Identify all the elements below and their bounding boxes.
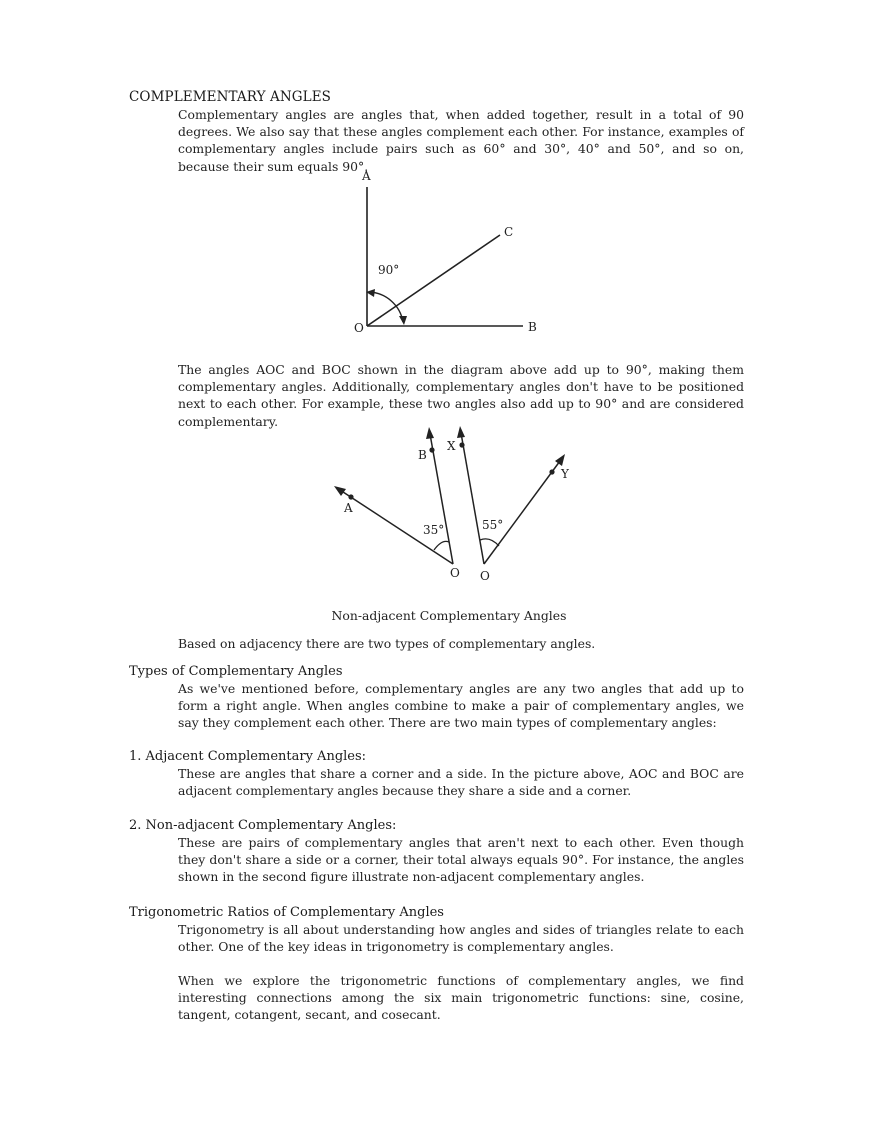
label-O-right: O	[480, 569, 490, 583]
nonadjacent-paragraph: These are pairs of complementary angles that aren't next to each other. Even though they don't share a side or a corner, their total always equals 90°. For instance, the angles shown in the second figure illustrate non-adjacent complementary angles.	[178, 835, 744, 885]
label-B: B	[528, 320, 537, 334]
label-Y-right: Y	[561, 467, 569, 481]
trig-paragraph-2: When we explore the trigonometric functions of complementary angles, we find interesting connections among the six main trigonometric functions: sine, cosine, tangent, cotangent, secant, and cosecant.	[178, 973, 744, 1023]
label-O: O	[354, 321, 364, 335]
label-C: C	[504, 225, 514, 239]
label-A-left: A	[344, 501, 353, 515]
arc-35	[434, 541, 449, 550]
ray-OB-left	[430, 434, 453, 564]
right-angle-arc	[369, 292, 403, 322]
label-B-left: B	[418, 448, 427, 462]
heading-nonadjacent: 2. Non-adjacent Complementary Angles:	[129, 818, 397, 833]
heading-adjacent: 1. Adjacent Complementary Angles:	[129, 749, 367, 764]
heading-trig: Trigonometric Ratios of Complementary Angles	[129, 905, 444, 920]
label-A: A	[362, 169, 371, 183]
figure-caption: Non-adjacent Complementary Angles	[331, 608, 567, 623]
adjacent-paragraph: These are angles that share a corner and a side. In the picture above, AOC and BOC are adjacent complementary angles because they share a side and a corner.	[178, 766, 744, 799]
types-intro-paragraph: Based on adjacency there are two types of complementary angles.	[178, 636, 596, 651]
heading-types: Types of Complementary Angles	[129, 664, 343, 679]
label-55: 55°	[482, 518, 504, 532]
arc-55	[480, 539, 499, 546]
ray-OY-right	[484, 461, 560, 564]
label-X-right: X	[447, 439, 456, 453]
label-35: 35°	[423, 523, 445, 537]
figure-nonadjacent-angles	[320, 418, 590, 588]
ray-OC	[367, 235, 500, 326]
label-90: 90°	[378, 263, 400, 277]
page-title: COMPLEMENTARY ANGLES	[129, 89, 331, 105]
adjacent-note-paragraph: The angles AOC and BOC shown in the diagram above add up to 90°, making them complementary angles. Additionally, complementary angles don't have to be positioned next to each other. For example, these two angles also add up to 90° and are considered complementary.	[178, 362, 744, 429]
ray-OX-right	[461, 433, 484, 564]
trig-paragraph-1: Trigonometry is all about understanding how angles and sides of triangles relate to each other. One of the key ideas in trigonometry is complementary angles.	[178, 922, 744, 955]
label-O-left: O	[450, 566, 460, 580]
types-paragraph: As we've mentioned before, complementary angles are any two angles that add up to form a right angle. When angles combine to make a pair of complementary angles, we say they complement each other. There are two main types of complementary angles:	[178, 681, 744, 731]
figure-adjacent-angles	[340, 165, 560, 345]
intro-paragraph: Complementary angles are angles that, when added together, result in a total of 90 degrees. We also say that these angles complement each other. For instance, examples of complementary angles include pairs such as 60° and 30°, 40° and 50°, and so on, because their sum equals 90°.	[178, 107, 744, 174]
